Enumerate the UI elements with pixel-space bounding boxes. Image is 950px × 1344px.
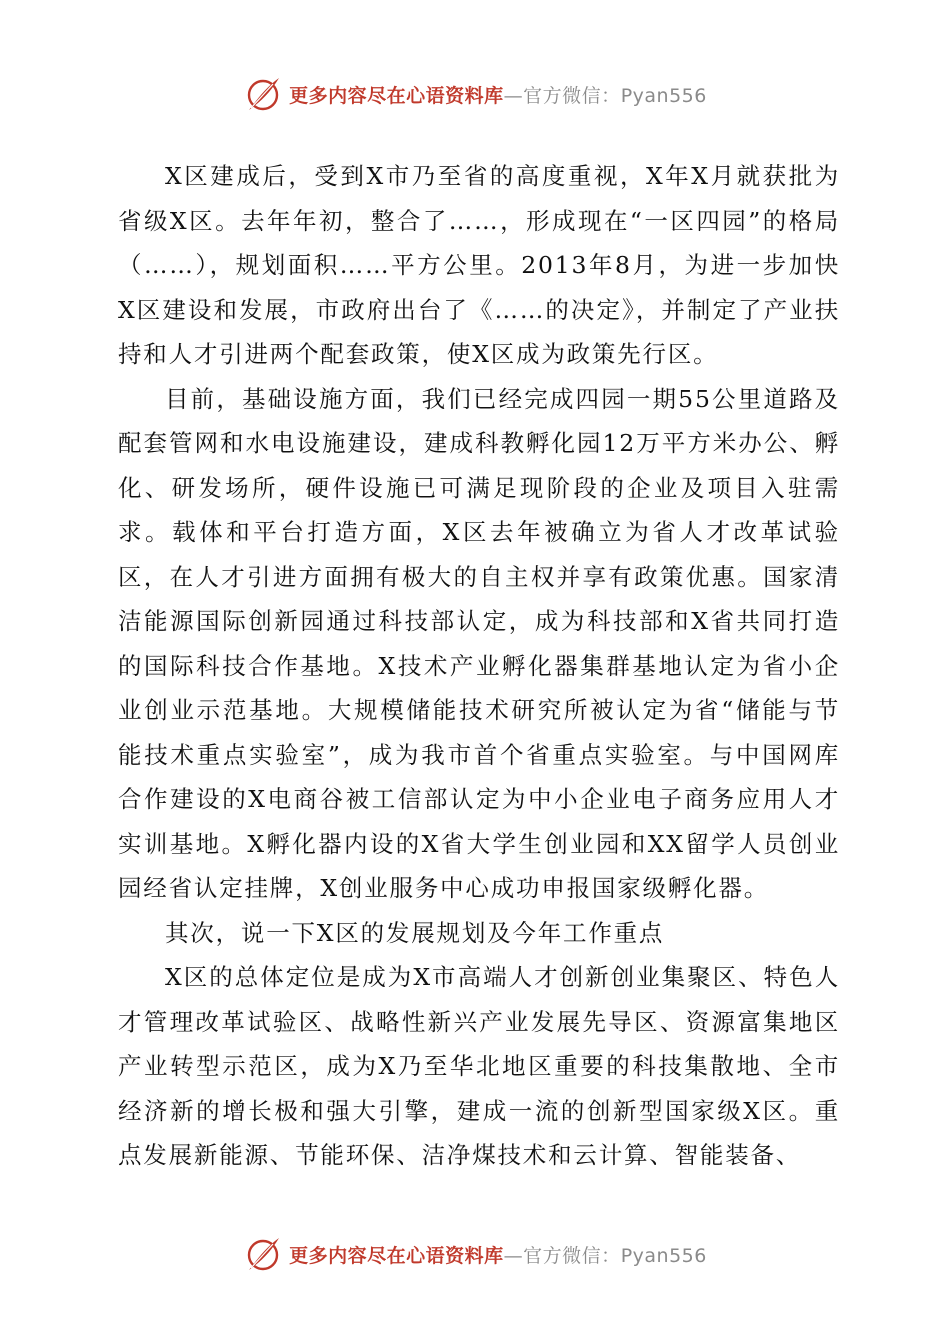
watermark-wechat-id: Pyan556 [620, 84, 707, 107]
document-body [118, 154, 840, 1178]
watermark-wechat-label: 官方微信： [523, 1244, 621, 1267]
watermark-wechat-label: 官方微信： [523, 84, 621, 107]
feather-pen-icon [243, 1234, 283, 1274]
feather-pen-icon [243, 74, 283, 114]
watermark-text [289, 81, 707, 108]
paragraph: 其次，说一下X区的发展规划及今年工作重点 [165, 918, 665, 947]
watermark-brand: 更多内容尽在心语资料库 [289, 84, 504, 107]
watermark-separator: — [503, 1244, 524, 1267]
watermark-wechat-id: Pyan556 [620, 1244, 707, 1267]
paragraph: X区的总体定位是成为X市高端人才创新创业集聚区、特色人才管理改革试验区、战略性新兴产业发展先导区、资源富集地区产业转型示范区，成为X乃至华北地区重要的科技集散地、全市经济新的增长极和强大引擎，建成一流的创新型国家级X区。重点发展新能源、节能环保、洁净煤技术和云计算、智能装备、 [118, 963, 840, 1169]
header-watermark [0, 72, 950, 116]
watermark-group [243, 74, 707, 114]
watermark-brand: 更多内容尽在心语资料库 [289, 1244, 504, 1267]
footer-watermark [0, 1232, 950, 1276]
paragraph: X区建成后，受到X市乃至省的高度重视，X年X月就获批为省级X区。去年年初，整合了……，形成现在“一区四园”的格局（……），规划面积……平方公里。2013年8月，为进一步加快X区建设和发展，市政府出台了《……的决定》，并制定了产业扶持和人才引进两个配套政策，使X区成为政策先行区。 [118, 162, 840, 368]
watermark-text [289, 1241, 707, 1268]
paragraph: 目前，基础设施方面，我们已经完成四园一期55公里道路及配套管网和水电设施建设，建成科教孵化园12万平方米办公、孵化、研发场所，硬件设施已可满足现阶段的企业及项目入驻需求。载体和平台打造方面，X区去年被确立为省人才改革试验区，在人才引进方面拥有极大的自主权并享有政策优惠。国家清洁能源国际创新园通过科技部认定，成为科技部和X省共同打造的国际科技合作基地。X技术产业孵化器集群基地认定为省小企业创业示范基地。大规模储能技术研究所被认定为省“储能与节能技术重点实验室”，成为我市首个省重点实验室。与中国网库合作建设的X电商谷被工信部认定为中小企业电子商务应用人才实训基地。X孵化器内设的X省大学生创业园和XX留学人员创业园经省认定挂牌，X创业服务中心成功申报国家级孵化器。 [118, 384, 840, 902]
watermark-separator: — [503, 84, 524, 107]
watermark-group [243, 1234, 707, 1274]
